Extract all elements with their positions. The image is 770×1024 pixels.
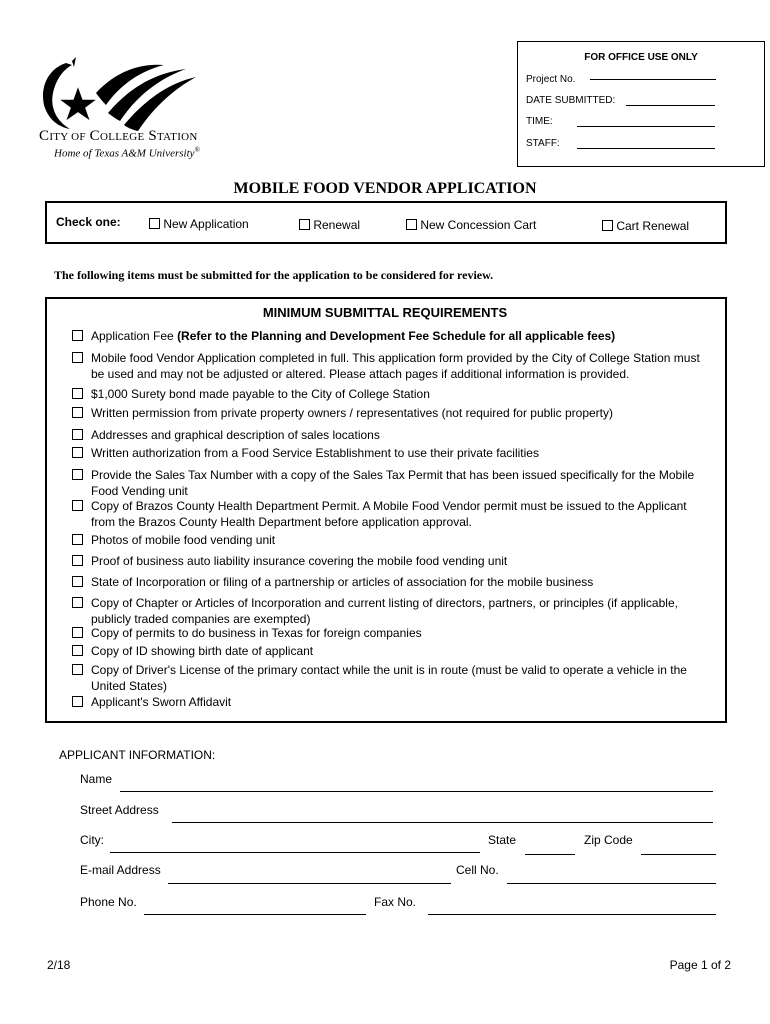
applicant-heading: APPLICANT INFORMATION: [59, 748, 216, 762]
phone-label: Phone No. [80, 895, 137, 909]
cell-field[interactable] [507, 883, 716, 884]
checkbox[interactable] [72, 627, 83, 638]
zip-field[interactable] [641, 854, 716, 855]
state-label: State [488, 833, 517, 847]
time-line[interactable] [577, 126, 715, 127]
req-item[interactable]: Copy of Chapter or Articles of Incorporation and current listing of directors, partners, or principles (if applicable, publicly traded companies are exempted) [72, 595, 712, 627]
option-new-application[interactable]: New Application [149, 217, 249, 231]
city-label: City: [80, 833, 104, 847]
checkbox[interactable] [72, 576, 83, 587]
street-label: Street Address [80, 803, 159, 817]
project-no-line[interactable] [590, 79, 716, 80]
city-name: CITY OF COLLEGE STATION [39, 128, 198, 144]
cell-label: Cell No. [456, 863, 499, 877]
checkbox[interactable] [602, 220, 613, 231]
checkbox[interactable] [72, 330, 83, 341]
req-item[interactable]: Proof of business auto liability insurance covering the mobile food vending unit [72, 553, 712, 569]
checkbox[interactable] [72, 500, 83, 511]
page-title: MOBILE FOOD VENDOR APPLICATION [233, 180, 537, 197]
checkbox[interactable] [72, 447, 83, 458]
checkbox[interactable] [149, 218, 160, 229]
name-label: Name [80, 772, 113, 786]
req-item[interactable]: $1,000 Surety bond made payable to the City of College Station [72, 386, 712, 402]
city-tagline: Home of Texas A&M University® [54, 146, 200, 160]
req-item[interactable]: State of Incorporation or filing of a partnership or articles of association for the mobile business [72, 574, 712, 590]
req-item[interactable]: Copy of permits to do business in Texas for foreign companies [72, 625, 712, 641]
req-item[interactable]: Mobile food Vendor Application completed in full. This application form provided by the City of College Station must be used and may not be adjusted or altered. Please attach pages if additional information is provided. [72, 350, 712, 382]
req-item[interactable]: Copy of Driver's License of the primary contact while the unit is in route (must be valid to operate a vehicle in the United States) [72, 662, 712, 694]
req-item[interactable]: Copy of Brazos County Health Department Permit. A Mobile Food Vendor permit must be issued to the Applicant from the Brazos County Health Department before application approval. [72, 498, 712, 530]
revision-date: 2/18 [47, 958, 71, 972]
req-item[interactable]: Photos of mobile food vending unit [72, 532, 712, 548]
req-item[interactable]: Written authorization from a Food Service Establishment to use their private facilities [72, 445, 712, 461]
checkbox[interactable] [72, 429, 83, 440]
checkbox[interactable] [72, 645, 83, 656]
req-item-fee[interactable]: Application Fee (Refer to the Planning and Development Fee Schedule for all applicable fees) [72, 328, 712, 344]
fax-field[interactable] [428, 914, 716, 915]
name-field[interactable] [120, 791, 713, 792]
checkbox[interactable] [72, 407, 83, 418]
checkbox[interactable] [72, 597, 83, 608]
checkbox[interactable] [72, 352, 83, 363]
office-use-box [517, 41, 765, 167]
check-one-label: Check one: [56, 215, 121, 229]
option-cart-renewal[interactable]: Cart Renewal [602, 219, 689, 233]
fax-label: Fax No. [374, 895, 417, 909]
date-submitted-line[interactable] [626, 105, 715, 106]
street-field[interactable] [172, 822, 713, 823]
email-label: E-mail Address [80, 863, 161, 877]
req-item[interactable]: Addresses and graphical description of sales locations [72, 427, 712, 443]
req-item[interactable]: Applicant's Sworn Affidavit [72, 694, 712, 710]
project-no-label: Project No. [526, 74, 576, 85]
req-item[interactable]: Written permission from private property owners / representatives (not required for public property) [72, 405, 712, 421]
phone-field[interactable] [144, 914, 366, 915]
office-use-title: FOR OFFICE USE ONLY [584, 52, 698, 63]
time-label: TIME: [526, 116, 553, 127]
option-renewal[interactable]: Renewal [299, 218, 360, 232]
application-type-box [45, 201, 727, 244]
checkbox[interactable] [72, 534, 83, 545]
checkbox[interactable] [299, 219, 310, 230]
city-field[interactable] [110, 852, 480, 853]
checkbox[interactable] [406, 219, 417, 230]
checkbox[interactable] [72, 555, 83, 566]
date-submitted-label: DATE SUBMITTED: [526, 95, 616, 106]
staff-line[interactable] [577, 148, 715, 149]
req-item[interactable]: Copy of ID showing birth date of applicant [72, 643, 712, 659]
req-item[interactable]: Provide the Sales Tax Number with a copy of the Sales Tax Permit that has been issued specifically for the Mobile Food Vending unit [72, 467, 712, 499]
checkbox[interactable] [72, 469, 83, 480]
intro-text: The following items must be submitted for the application to be considered for review. [54, 268, 494, 282]
checkbox[interactable] [72, 388, 83, 399]
requirements-title: MINIMUM SUBMITTAL REQUIREMENTS [262, 305, 508, 320]
email-field[interactable] [168, 883, 451, 884]
checkbox[interactable] [72, 664, 83, 675]
state-field[interactable] [525, 854, 575, 855]
checkbox[interactable] [72, 696, 83, 707]
page-number: Page 1 of 2 [669, 958, 731, 972]
zip-label: Zip Code [584, 833, 633, 847]
option-new-concession-cart[interactable]: New Concession Cart [406, 218, 536, 232]
staff-label: STAFF: [526, 138, 560, 149]
